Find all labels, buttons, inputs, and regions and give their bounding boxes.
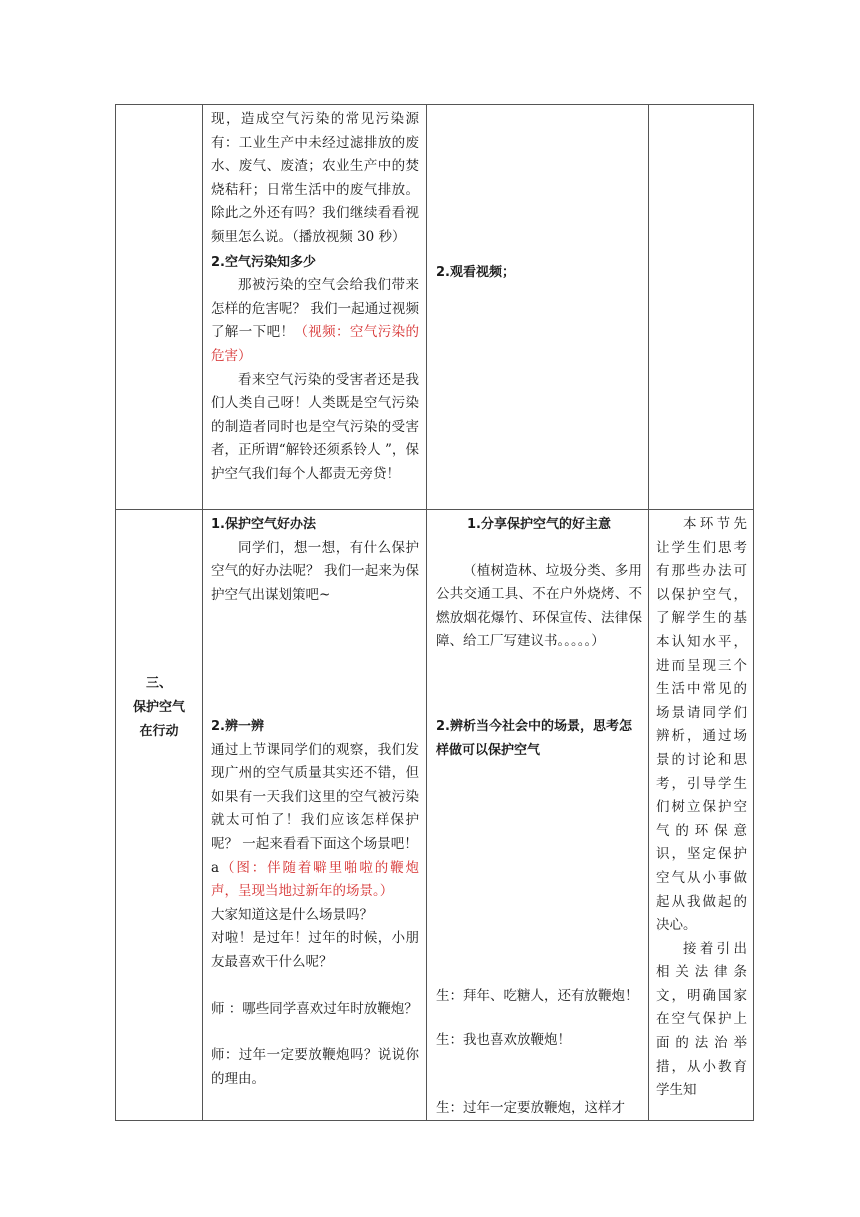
row-divider	[115, 509, 754, 510]
column-divider-1	[202, 104, 203, 1121]
student-answer-3: 生：过年一定要放鞭炮，这样才	[436, 1100, 625, 1116]
row2-new-year-paragraph: 对啦！是过年！过年的时候，小朋友最喜欢干什么呢？	[211, 930, 419, 970]
row2-student-cell-bottom	[436, 715, 642, 762]
row2-heading-discuss: 2.辨一辨	[211, 719, 264, 734]
row1-watch-video-item: 2.观看视频；	[436, 265, 515, 280]
row2-methods-paragraph: 同学们，想一想，有什么保护空气的好办法呢？ 我们一起来为保护空气出谋划策吧~	[211, 539, 419, 603]
column-divider-3	[648, 104, 649, 1121]
section-title-line1: 保护空气	[132, 700, 185, 715]
table-right-border	[753, 104, 754, 1121]
table-left-border	[115, 104, 116, 1121]
section-title-line2: 在行动	[139, 724, 179, 739]
student-answer-1: 生：拜年、吃糖人，还有放鞭炮！	[436, 988, 639, 1004]
row2-design-cell	[656, 513, 747, 1118]
student-answer-2: 生：我也喜欢放鞭炮！	[436, 1032, 571, 1048]
row1-teacher-cell	[211, 108, 419, 487]
column-divider-2	[426, 104, 427, 1121]
row2-student-cell-top	[436, 513, 642, 654]
row1-video-note: （视频：空气污染的危害）	[211, 324, 420, 364]
row2-analyze-heading: 2.辨析当今社会中的场景，思考怎样做可以保护空气	[436, 719, 632, 758]
row2-discuss-paragraph: 通过上节课同学们的观察，我们发现广州的空气质量其实还不错，但如果有一天我们这里的空气被污染就太可怕了！我们应该怎样保护呢？ 一起来看看下面这个场景吧！	[211, 741, 419, 852]
section-title	[116, 672, 202, 744]
design-intent-paragraph-2: 接着引出相关法律条文，明确国家在空气保护上面的法治举措，从小教育学生知	[656, 940, 747, 1099]
row2-teacher-question-2: 师：过年一定要放鞭炮吗？说说你的理由。	[211, 1047, 419, 1087]
row2-ideas-list: （植树造林、垃圾分类、多用公共交通工具、不在户外烧烤、不燃放烟花爆竹、环保宣传、法律保障、给工厂写建议书。。。。。）	[436, 562, 642, 650]
table-top-border	[115, 104, 754, 105]
row1-heading-air-pollution: 2.空气污染知多少	[211, 254, 316, 270]
row2-teacher-question-1: 师 ：哪些同学喜欢过年时放鞭炮？	[211, 1000, 418, 1017]
scene-image-note: （图：伴随着噼里啪啦的鞭炮声，呈现当地过新年的场景。）	[211, 859, 419, 900]
scene-prefix: a	[211, 859, 220, 876]
row1-intro-paragraph: 现，造成空气污染的常见污染源有：工业生产中未经过滤排放的废水、废气、废渣；农业生产中的焚烧秸秆；日常生活中的废气排放。除此之外还有吗？我们继续看看视频里怎么说。（播放视频 30 秒）	[211, 111, 419, 245]
row2-scene-paragraph	[211, 857, 419, 904]
design-intent-paragraph-1: 本环节先让学生们思考有那些办法可以保护空气，了解学生的基本认知水平，进而呈现三个生活中常见的场景请同学们辨析，通过场景的讨论和思考，引导学生们树立保护空气的环保意识，坚定保护空气从小事做起从我做起的决心。	[656, 516, 747, 934]
row2-question-paragraph: 大家知道这是什么场景吗？	[211, 906, 373, 923]
row1-hazard-paragraph	[211, 274, 419, 368]
row1-conclusion-paragraph: 看来空气污染的受害者还是我们人类自己呀！人类既是空气污染的制造者同时也是空气污染的受害者，正所谓“解铃还须系铃人 ”，保护空气我们每个人都责无旁贷！	[211, 371, 419, 482]
table-bottom-border	[115, 1120, 754, 1121]
row1-hazard-text: 那被污染的空气会给我们带来怎样的危害呢？ 我们一起通过视频了解一下吧！	[211, 277, 419, 341]
row2-student-answer-3	[436, 1097, 646, 1121]
row2-teacher-cell-bottom	[211, 715, 419, 1091]
row2-teacher-cell-top	[211, 513, 419, 607]
row1-student-cell	[436, 261, 642, 285]
row2-share-ideas-heading: 1.分享保护空气的好主意	[467, 517, 611, 532]
row2-student-answer-2	[436, 1029, 646, 1053]
section-number: 三、	[145, 676, 172, 691]
row2-student-answer-1	[436, 985, 646, 1009]
row2-heading-good-methods: 1.保护空气好办法	[211, 517, 316, 532]
